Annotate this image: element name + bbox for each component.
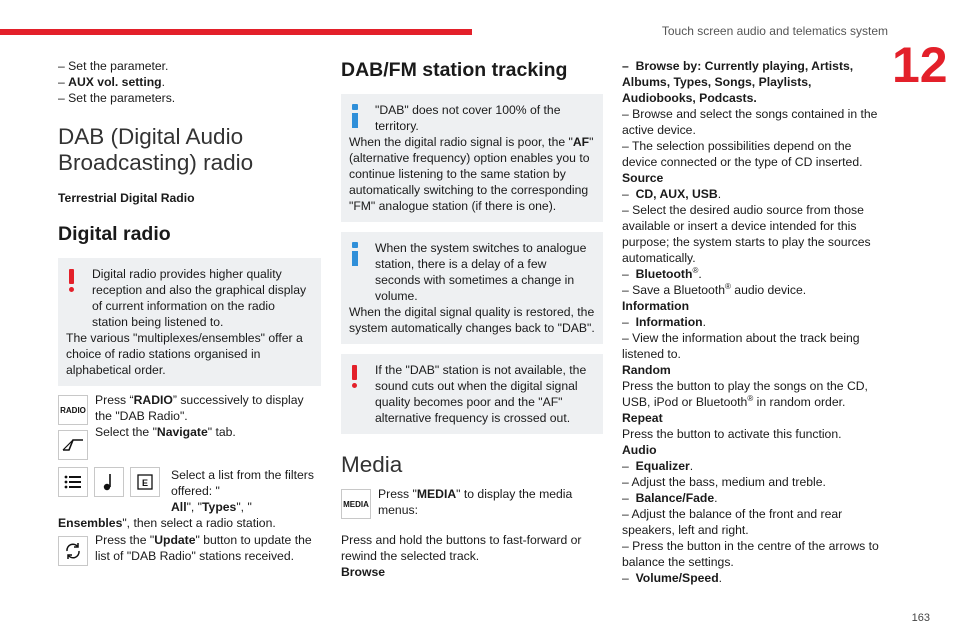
hold-text: Press and hold the buttons to fast-forward or rewind the selected track. [341, 533, 582, 563]
text: " button to update the list of "DAB Radio" stations received. [95, 533, 312, 563]
filter-ensembles-label: Ensembles [58, 516, 123, 530]
audio-line: – Volume/Speed. [622, 571, 723, 585]
warning-box [341, 354, 603, 434]
page-header-title: Touch screen audio and telematics system [661, 24, 888, 38]
chapter-number: 12 [892, 37, 948, 93]
dash: – [622, 315, 636, 329]
text: " tab. [207, 425, 236, 439]
aux-setting-label: AUX vol. setting [68, 75, 162, 89]
source-line: – CD, AUX, USB. [622, 187, 722, 201]
source-heading: Source [622, 171, 664, 185]
step-line: – Set the parameter. [58, 59, 169, 73]
section-title-media: Media [341, 452, 403, 477]
info-icon-bar [352, 251, 358, 266]
dab-subtitle: Terrestrial Digital Radio [58, 191, 195, 205]
warning-box [58, 258, 321, 386]
information-line: – View the information about the track being listened to. [622, 331, 860, 361]
text: audio device. [730, 283, 807, 297]
dash: – [58, 75, 69, 89]
column-middle [341, 58, 603, 580]
information-label: Information [635, 315, 703, 329]
filter-types-label: Types [202, 500, 237, 514]
text: Press the button to play the songs on the CD, USB, iPod or Bluetooth [622, 379, 868, 409]
browse-line: – Browse and select the songs contained in the active device. [622, 107, 878, 137]
info-icon [352, 104, 358, 110]
section-title-tracking: DAB/FM station tracking [341, 59, 568, 81]
music-note-icon [94, 467, 124, 497]
filters-text-a: Select a list from the filters offered: " [171, 468, 314, 498]
text: Press “ [95, 393, 134, 407]
svg-text:E: E [141, 478, 149, 488]
section-title-digital-radio: Digital radio [58, 223, 171, 245]
media-label: MEDIA [416, 487, 457, 501]
volume-label: Volume/Speed [635, 571, 719, 585]
dash: – [622, 571, 636, 585]
bluetooth-label: Bluetooth [635, 267, 693, 281]
info-box [341, 94, 603, 222]
warning-text: Digital radio provides higher quality reception and also the graphical display of current information on the radio station being listened to. [92, 267, 307, 329]
list-icon [58, 467, 88, 497]
info-text [349, 134, 595, 214]
audio-line: – Equalizer. [622, 459, 694, 473]
dash: – [622, 187, 636, 201]
information-line: – Information. [622, 315, 706, 329]
registered-mark: ® [725, 281, 731, 291]
warning-icon-dot [69, 287, 74, 292]
warning-icon [352, 365, 357, 380]
warning-text: The various "multiplexes/ensembles" offer a choice of radio stations organised in alphabetical order. [66, 331, 303, 377]
update-text [95, 532, 321, 564]
navigate-label: Navigate [156, 425, 208, 439]
info-icon-bar [352, 113, 358, 128]
info-text: When the digital signal quality is restored, the system automatically changes back to "DAB". [349, 305, 595, 335]
equalizer-label: Equalizer [635, 459, 690, 473]
update-refresh-icon [58, 536, 88, 566]
audio-line: – Balance/Fade. [622, 491, 718, 505]
info-text: "DAB" does not cover 100% of the territory. [375, 103, 561, 133]
warning-icon-dot [352, 383, 357, 388]
text: Select the " [95, 425, 157, 439]
filters-text-values [171, 499, 321, 515]
balance-label: Balance/Fade [635, 491, 715, 505]
warning-icon [69, 269, 74, 284]
text: ", then select a radio station. [122, 516, 276, 530]
text: – Save a Bluetooth [622, 283, 725, 297]
section-title-dab: DAB (Digital Audio Broadcasting) radio [58, 124, 254, 175]
bluetooth-line [622, 282, 884, 298]
audio-line: – Adjust the balance of the front and rear speakers, left and right. [622, 507, 843, 537]
text: ", " [186, 500, 203, 514]
dash: – [622, 459, 636, 473]
info-box [341, 232, 603, 344]
radio-instructions [58, 392, 321, 578]
browse-heading: Browse [341, 565, 386, 579]
page-number: 163 [911, 612, 930, 624]
dash: – [622, 59, 636, 73]
update-label: Update [154, 533, 196, 547]
source-options: CD, AUX, USB [635, 187, 718, 201]
filters-text-b [58, 515, 321, 531]
select-navigate-text [95, 424, 321, 440]
browse-line: – The selection possibilities depend on the device connected or the type of CD inserted. [622, 139, 863, 169]
step-line [58, 74, 321, 90]
radio-label: RADIO [133, 393, 173, 407]
information-heading: Information [622, 299, 690, 313]
text: When the digital radio signal is poor, the " [349, 135, 573, 149]
registered-mark: ® [692, 265, 699, 275]
dash: – [622, 267, 636, 281]
filter-all-label: All [171, 500, 187, 514]
source-line: – Select the desired audio source from those available or insert a device intended for this purpose; the system starts to play the sources automatically. [622, 203, 871, 265]
step-line: – Set the parameters. [58, 91, 176, 105]
column-left [58, 58, 321, 578]
repeat-heading: Repeat [622, 411, 663, 425]
audio-line: – Adjust the bass, medium and treble. [622, 475, 826, 489]
repeat-line: Press the button to activate this function. [622, 427, 842, 441]
press-radio-text [95, 392, 321, 424]
bluetooth-line: – Bluetooth®. [622, 265, 702, 281]
header-accent-bar [0, 29, 472, 35]
radio-button-icon: RADIO [58, 395, 88, 425]
random-line [622, 378, 884, 410]
period: . [161, 75, 166, 89]
registered-mark: ® [747, 393, 754, 403]
text: ” successively to display the "DAB Radio". [95, 393, 304, 423]
audio-heading: Audio [622, 443, 657, 457]
media-button-icon: MEDIA [341, 489, 371, 519]
info-text: When the system switches to analogue station, there is a delay of a few seconds with sometimes a change in volume. [375, 241, 587, 303]
text: ", " [236, 500, 252, 514]
column-right [622, 58, 884, 586]
text: Press " [378, 487, 417, 501]
info-icon [352, 242, 358, 248]
text: Browse by: Currently playing, Artists, Albums, Types, Songs, Playlists, Audiobooks, Podcasts. [622, 59, 854, 105]
press-media-text [378, 486, 603, 518]
text: " (alternative frequency) option enables you to continue listening to the same station by automatically switching to the corresponding "FM" analogue station (if there is one). [349, 135, 594, 213]
browse-by-text [622, 58, 884, 106]
warning-text: If the "DAB" station is not available, the sound cuts out when the digital signal quality becomes poor and the "AF" alternative frequency is crossed out. [375, 363, 587, 425]
ensemble-icon [130, 467, 160, 497]
audio-line: – Press the button in the centre of the arrows to balance the settings. [622, 539, 879, 569]
random-heading: Random [622, 363, 671, 377]
text: Press the " [95, 533, 155, 547]
dash: – [622, 491, 636, 505]
navigate-tab-icon [58, 430, 88, 460]
text: " to display the media menus: [378, 487, 573, 517]
af-label: AF [572, 135, 590, 149]
media-instruction [341, 486, 603, 522]
text: in random order. [753, 395, 846, 409]
